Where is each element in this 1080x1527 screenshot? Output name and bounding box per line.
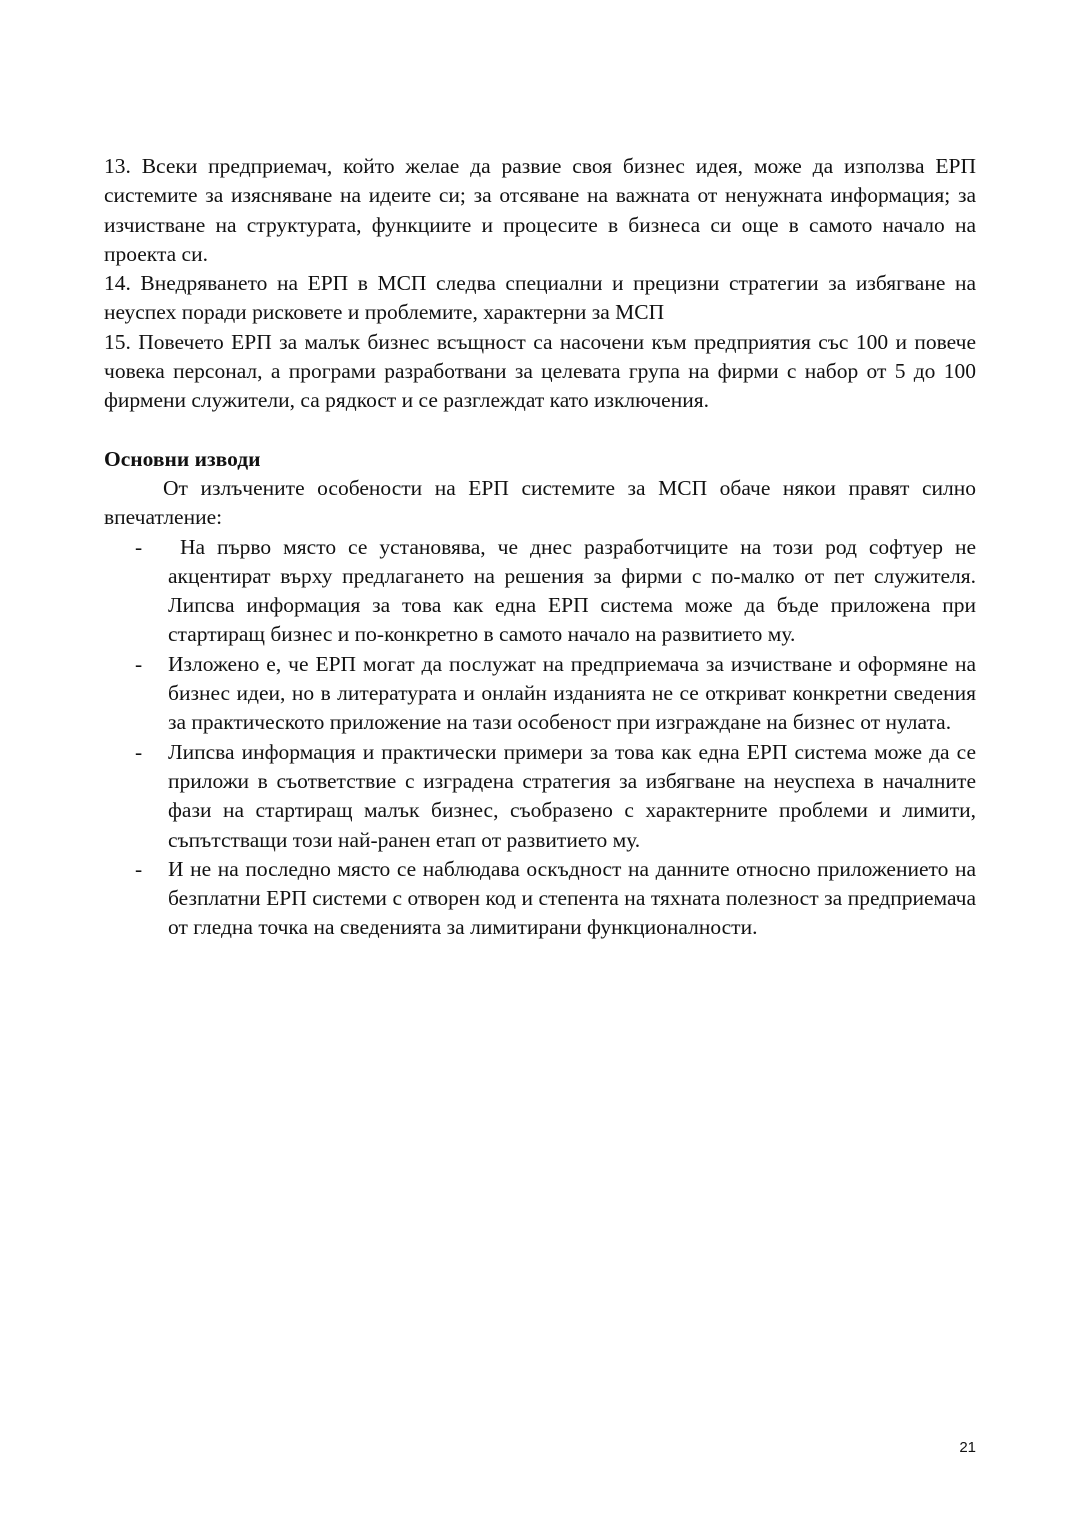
paragraph-13: 13. Всеки предприемач, който желае да развие своя бизнес идея, може да използва ЕРП системите за изясняване на идеите си; за отсяване на важната от ненужната информация; за изчистване на структурата, функциите и процесите в бизнеса си още в самото начало на проекта си.: [104, 154, 976, 266]
bullet-dash: -: [135, 534, 143, 559]
list-item: [104, 533, 982, 650]
bullet-dash: -: [135, 856, 143, 881]
list-item-text: И не на последно място се наблюдава оскъдност на данните относно приложението на безплатни ЕРП системи с отворен код и степента на тяхната полезност за предприемача от гледна точка на сведенията за лимитирани функционалности.: [168, 856, 976, 940]
list-item: [104, 855, 976, 943]
list-item: [104, 650, 976, 738]
page-number: 21: [959, 1439, 976, 1456]
paragraph-15: 15. Повечето ЕРП за малък бизнес всъщност са насочени към предприятия със 100 и повече човека персонал, а програми разработвани за целевата група на фирми с набор от 5 до 100 фирмени служители, са рядкост и се разглеждат като изключения.: [104, 329, 976, 413]
list-item-text: Липсва информация и практически примери за това как една ЕРП система може да се приложи в съответствие с изградена стратегия за избягване на неуспеха в началните фази на стартиращ малък бизнес, съобразено с характерните проблеми и лимити, съпътстващи този най-ранен етап от развитието му.: [168, 739, 976, 852]
list-item-text: Изложено е, че ЕРП могат да послужат на предприемача за изчистване и оформяне на бизнес идеи, но в литературата и онлайн изданията не се откриват конкретни сведения за практическото приложение на тази особеност при изграждане на бизнес от нулата.: [168, 651, 976, 735]
list-item: [104, 738, 976, 855]
bullet-dash: -: [135, 651, 143, 676]
section-heading: Основни изводи: [104, 446, 261, 471]
conclusions-list: [104, 533, 982, 943]
paragraph-14: 14. Внедряването на ЕРП в МСП следва специални и прецизни стратегии за избягване на неуспех поради рисковете и проблемите, характерни за МСП: [104, 271, 976, 325]
page-content: [104, 152, 982, 943]
section-intro: От излъчените особености на ЕРП системите за МСП обаче някои правят силно впечатление:: [104, 475, 976, 530]
list-item-text: На първо място се установява, че днес разработчиците на този род софтуер не акцентират върху предлагането на решения за фирми с по-малко от пет служителя. Липсва информация за това как една ЕРП система може да бъде приложена при стартиращ бизнес и по-конкретно в самото начало на развитието му.: [168, 534, 982, 647]
bullet-dash: -: [135, 739, 143, 764]
